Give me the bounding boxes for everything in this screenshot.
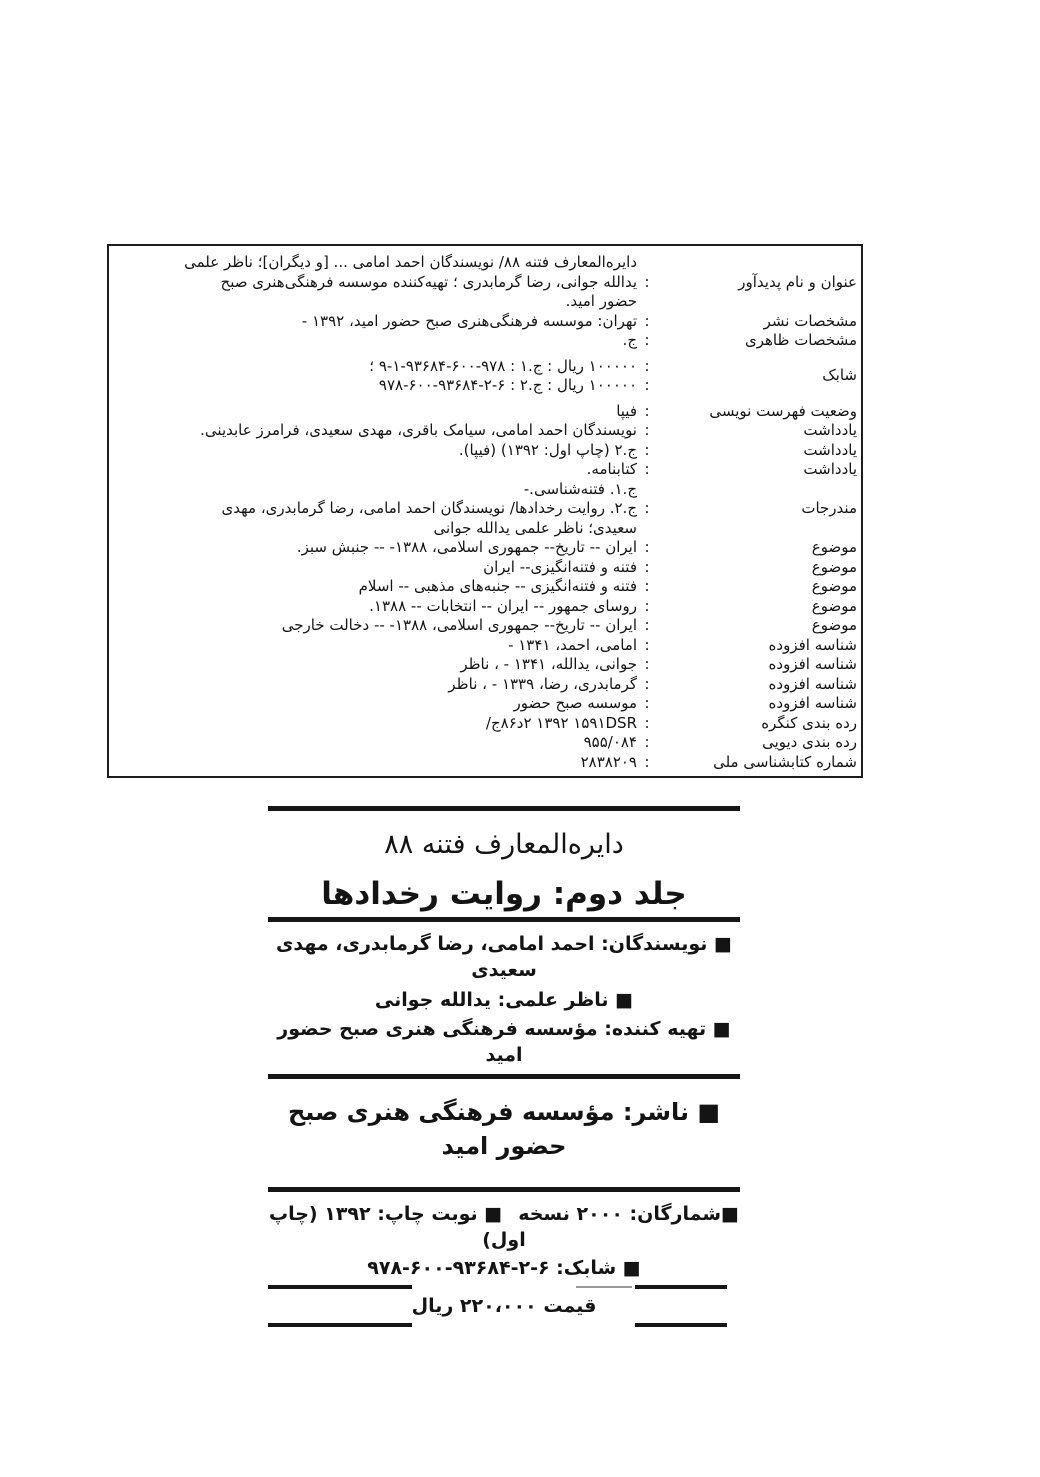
producer-line: ■ تهيه کننده: مؤسسه فرهنگی هنری صبح حضور اميد xyxy=(277,1018,731,1066)
colon-cell: : xyxy=(644,694,650,712)
table-row xyxy=(115,733,857,753)
row-value xyxy=(115,694,637,714)
row-label: موضوع xyxy=(811,538,857,556)
row-value xyxy=(115,577,637,597)
row-colon xyxy=(637,694,657,714)
row-colon xyxy=(637,733,657,753)
edition-label: ■ نوبت چاپ: ۱۳۹۲ (چاپ اول) xyxy=(269,1203,526,1251)
divider-rule-under-title xyxy=(268,917,740,922)
colon-cell: : xyxy=(644,311,650,330)
value-text: دايره‌المعارف فتنه ۸۸/ نويسندگان احمد امامی ... [و ديگران]؛ ناظر علمی xyxy=(184,253,637,271)
value-line xyxy=(115,538,637,558)
row-value xyxy=(115,675,637,695)
value-text: سعيدی؛ ناظر علمی يدالله جوانی xyxy=(433,518,637,537)
row-value xyxy=(115,312,637,332)
row-value xyxy=(115,357,637,396)
row-value xyxy=(115,421,637,441)
colon-cell: : xyxy=(644,356,650,375)
value-line xyxy=(115,460,637,480)
table-row xyxy=(115,577,857,597)
row-label: مشخصات ظاهری xyxy=(744,331,857,349)
value-line xyxy=(115,312,637,332)
value-line xyxy=(115,480,637,500)
table-row xyxy=(115,714,857,734)
row-value xyxy=(115,253,637,312)
row-colon xyxy=(637,460,657,480)
isbn-value: ۹۷۸-۶۰۰-۹۳۶۸۴-۲-۶ xyxy=(367,1257,550,1279)
price-line xyxy=(268,1294,740,1319)
value-text: امامی، احمد، ۱۳۴۱ - xyxy=(508,635,637,654)
cip-table-rows xyxy=(115,253,857,772)
colon-cell xyxy=(637,253,657,273)
row-colon xyxy=(637,558,657,578)
value-line xyxy=(115,441,637,461)
table-row xyxy=(115,616,857,636)
value-line xyxy=(115,357,637,377)
row-value xyxy=(115,499,637,538)
row-label: وضعيت فهرست نويسی xyxy=(709,401,857,420)
row-label: يادداشت xyxy=(803,460,857,478)
row-colon xyxy=(637,636,657,656)
row-value xyxy=(115,441,637,461)
table-row xyxy=(115,460,857,480)
row-label: شناسه افزوده xyxy=(768,635,857,654)
value-line xyxy=(115,597,637,617)
value-text: ج.۱. فتنه‌شناسی.- xyxy=(523,479,637,498)
rule-segment xyxy=(635,1285,727,1289)
value-text: تهران: موسسه فرهنگی‌هنری صبح حضور اميد، ۱۳۹۲ - xyxy=(301,311,637,330)
table-row xyxy=(115,558,857,578)
colon-cell: : xyxy=(644,421,650,439)
value-line xyxy=(115,636,637,656)
table-row xyxy=(115,331,857,351)
row-colon xyxy=(637,577,657,597)
row-label: موضوع xyxy=(811,616,857,634)
value-line xyxy=(115,292,637,312)
value-text: موسسه صبح حضور xyxy=(513,694,637,712)
price-label: قيمت xyxy=(536,1295,597,1317)
value-line xyxy=(115,733,637,753)
row-label: عنوان و نام پديدآور xyxy=(738,272,857,291)
value-text: فيپا xyxy=(616,401,637,420)
row-value xyxy=(115,597,637,617)
row-value xyxy=(115,733,637,753)
value-text: ايران -- تاريخ-- جمهوری اسلامی، ۱۳۸۸- -- دخالت خارجی xyxy=(281,616,637,634)
value-line xyxy=(115,694,637,714)
value-line xyxy=(115,616,637,636)
value-line xyxy=(115,499,637,519)
value-line xyxy=(115,273,637,293)
row-value xyxy=(115,616,637,636)
value-text: ۲۸۳۸۲۰۹ xyxy=(580,752,637,771)
colon-cell: : xyxy=(644,577,650,595)
value-text: نويسندگان احمد امامی، سيامک باقری، مهدی سعيدی، فرامرز عابدينی. xyxy=(200,421,637,439)
printrun-label: ■شمارگان: ۲۰۰۰ نسخه xyxy=(518,1203,739,1225)
colon-cell: : xyxy=(644,752,650,771)
row-label: شماره کتابشناسی ملی xyxy=(713,752,857,771)
row-value xyxy=(115,558,637,578)
value-text: فتنه و فتنه‌انگيزی-- ايران xyxy=(483,557,637,576)
book-title: دايره‌المعارف فتنه ۸۸ xyxy=(384,829,624,860)
value-line xyxy=(115,675,637,695)
table-row xyxy=(115,675,857,695)
row-colon xyxy=(637,357,657,396)
value-text: جوانی، يدالله، ۱۳۴۱ - ، ناظر xyxy=(460,655,637,673)
row-value xyxy=(115,636,637,656)
row-value xyxy=(115,714,637,734)
row-label: موضوع xyxy=(811,577,857,595)
colon-cell: : xyxy=(644,596,650,615)
isbn-label: ■ شابک: xyxy=(549,1257,641,1279)
divider-rule-top xyxy=(268,806,740,811)
rule-faint-segment xyxy=(576,1286,632,1288)
cip-table xyxy=(107,244,863,778)
row-colon xyxy=(637,753,657,773)
value-text: ۱۰۰۰۰۰ ريال : ج.۱ : ۹۷۸-۶۰۰-۹۳۶۸۴-۱-۹ ؛ xyxy=(369,356,637,375)
colon-cell xyxy=(637,519,657,539)
rule-segment xyxy=(268,1323,412,1327)
row-label: موضوع xyxy=(811,557,857,576)
table-row xyxy=(115,402,857,422)
value-text: ج.۲ (چاپ اول: ۱۳۹۲) (فيپا). xyxy=(458,440,637,459)
colon-cell: : xyxy=(644,331,650,349)
row-value xyxy=(115,480,637,500)
row-colon xyxy=(637,597,657,617)
volume-title: جلد دوم: روايت رخدادها xyxy=(321,876,687,912)
value-line xyxy=(115,376,637,396)
rule-segment xyxy=(635,1323,727,1327)
value-line xyxy=(115,421,637,441)
table-row xyxy=(115,636,857,656)
row-colon xyxy=(637,538,657,558)
value-line xyxy=(115,753,637,773)
row-label: شابک xyxy=(822,366,857,385)
row-value xyxy=(115,331,637,351)
table-row xyxy=(115,499,857,538)
colon-cell xyxy=(637,480,657,500)
value-line xyxy=(115,402,637,422)
row-value xyxy=(115,655,637,675)
table-row xyxy=(115,694,857,714)
colophon-block xyxy=(268,806,740,1327)
printrun-edition-line xyxy=(268,1201,740,1253)
row-label: يادداشت xyxy=(803,440,857,459)
price-value: ۲۲۰،۰۰۰ xyxy=(459,1295,537,1317)
value-text: روسای جمهور -- ايران -- انتخابات -- ۱۳۸۸. xyxy=(369,596,637,615)
colon-cell: : xyxy=(644,557,650,576)
broken-rule-above-price xyxy=(268,1285,740,1289)
value-text: ۹۷۸-۶۰۰-۹۳۶۸۴-۲-۶ xyxy=(378,376,506,394)
value-text: ايران -- تاريخ-- جمهوری اسلامی، ۱۳۸۸- -- جنبش سبز. xyxy=(296,538,637,556)
table-row xyxy=(115,357,857,396)
row-value xyxy=(115,460,637,480)
value-text: يدالله جوانی، رضا گرمابدری ؛ تهيه‌کننده موسسه فرهنگی‌هنری صبح xyxy=(220,272,637,291)
value-text: ج. xyxy=(622,331,637,349)
colon-cell: : xyxy=(644,616,650,634)
divider-rule-under-credits xyxy=(268,1074,740,1079)
value-line xyxy=(115,714,637,734)
row-colon xyxy=(637,714,657,734)
colon-cell: : xyxy=(644,499,650,517)
value-line xyxy=(115,655,637,675)
value-text: ۱۰۰۰۰۰ ريال : ج.۲ : xyxy=(505,376,637,394)
publisher-line: ■ ناشر: مؤسسه فرهنگی هنری صبح حضور اميد xyxy=(287,1098,721,1160)
isbn-line xyxy=(268,1255,740,1281)
value-text: ۹۵۵/۰۸۴ xyxy=(583,733,637,751)
value-line xyxy=(115,558,637,578)
row-colon xyxy=(637,675,657,695)
value-text: گرمابدری، رضا، ۱۳۳۹ - ، ناظر xyxy=(448,674,637,693)
row-colon xyxy=(637,441,657,461)
row-label: مندرجات xyxy=(801,499,857,517)
row-label: مشخصات نشر xyxy=(763,311,857,330)
value-line xyxy=(115,331,637,351)
broken-rule-below-price xyxy=(268,1323,740,1327)
colon-cell: : xyxy=(644,460,650,478)
colon-cell: : xyxy=(644,713,650,732)
row-colon xyxy=(637,499,657,538)
row-colon xyxy=(637,421,657,441)
table-row xyxy=(115,421,857,441)
value-text: حضور اميد. xyxy=(565,292,637,310)
table-row xyxy=(115,753,857,773)
row-colon xyxy=(637,480,657,500)
colon-cell: : xyxy=(644,733,650,751)
supervisor-line: ■ ناظر علمی: يدالله جوانی xyxy=(374,989,634,1011)
row-label: شناسه افزوده xyxy=(768,655,857,673)
row-value xyxy=(115,753,637,773)
row-colon xyxy=(637,402,657,422)
value-text: /ج۸۶د۲ ۱۳۹۲ ۱۵۹۱DSR xyxy=(485,713,637,732)
row-label: يادداشت xyxy=(803,421,857,439)
authors-line: ■ نويسندگان: احمد امامی، رضا گرمابدری، مهدی سعيدی xyxy=(276,933,732,981)
value-line xyxy=(115,577,637,597)
table-row xyxy=(115,441,857,461)
table-row xyxy=(115,480,857,500)
row-label: رده بندی ديويی xyxy=(762,733,857,751)
colon-cell: : xyxy=(644,272,650,291)
value-text: کتابنامه. xyxy=(586,460,637,478)
colon-cell: : xyxy=(644,538,650,556)
row-label: رده بندی کنگره xyxy=(761,713,857,732)
row-colon xyxy=(637,312,657,332)
value-line xyxy=(115,519,637,539)
row-label: شناسه افزوده xyxy=(768,674,857,693)
row-label: شناسه افزوده xyxy=(768,694,857,712)
table-row xyxy=(115,655,857,675)
colon-cell: : xyxy=(644,655,650,673)
row-colon xyxy=(637,253,657,312)
colon-cell: : xyxy=(644,635,650,654)
value-text: فتنه و فتنه‌انگيزی -- جنبه‌های مذهبی -- اسلام xyxy=(358,577,637,595)
row-colon xyxy=(637,616,657,636)
value-line xyxy=(115,253,637,273)
table-row xyxy=(115,597,857,617)
table-row xyxy=(115,253,857,312)
colon-cell: : xyxy=(644,376,650,394)
colon-cell: : xyxy=(644,401,650,420)
table-row xyxy=(115,538,857,558)
row-colon xyxy=(637,655,657,675)
value-text: ج.۲. روايت رخدادها/ نويسندگان احمد امامی، رضا گرمابدری، مهدی xyxy=(221,499,637,517)
colon-cell: : xyxy=(644,674,650,693)
row-label: موضوع xyxy=(811,596,857,615)
colon-cell xyxy=(637,292,657,312)
row-colon xyxy=(637,331,657,351)
rule-segment xyxy=(268,1285,412,1289)
price-suffix: ريال xyxy=(411,1295,460,1317)
divider-rule-under-publisher xyxy=(268,1187,740,1192)
row-value xyxy=(115,402,637,422)
row-value xyxy=(115,538,637,558)
colon-cell: : xyxy=(644,440,650,459)
table-row xyxy=(115,312,857,332)
